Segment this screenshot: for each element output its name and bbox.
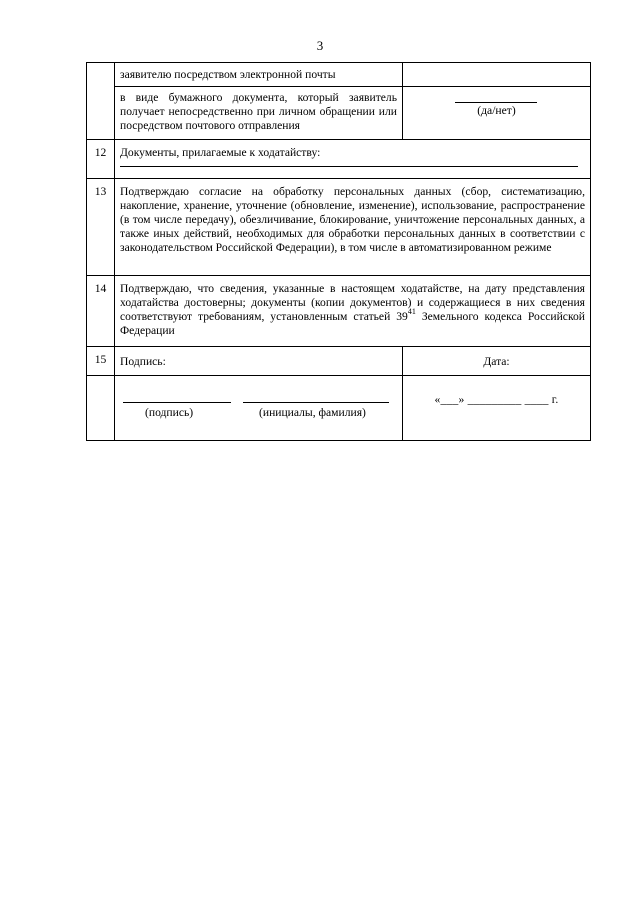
consent-cell (115, 179, 591, 276)
petition-form-table (86, 62, 591, 441)
row-number: 12 (87, 140, 115, 179)
initials-line[interactable] (243, 402, 389, 403)
confirmation-text: Подтверждаю, что сведения, указанные в настоящем ходатайстве, на дату представления ходатайства достоверны; документы (копии документов) и содержащиеся в них сведения соответствуют требованиям, установленным статьей $39^{41}$ Земельного кодекса Российской Федерации (120, 282, 585, 337)
date-field[interactable]: «___» _________ ____ г. (434, 393, 559, 406)
documents-fill-line (120, 162, 578, 167)
row-number: 13 (87, 179, 115, 276)
date-field-cell[interactable] (403, 376, 591, 441)
consent-text: Подтверждаю согласие на обработку персональных данных (сбор, систематизацию, накопление, хранение, уточнение (обновление, изменение), использование, распространение (в том числе передачу), обезличивание, блокирование, уничтожение персональных данных, а также иных действий, необходимых для обработки персональных данных в соответствии с законодательством Российской Федерации), в том числе в автоматизированном режиме (120, 185, 585, 254)
page-number: 3 (316, 38, 324, 53)
attached-documents-label: Документы, прилагаемые к ходатайству: (120, 146, 321, 159)
email-delivery-text: заявителю посредством электронной почты (120, 68, 336, 81)
row-number: 15 (87, 347, 115, 376)
row-15-signature-fields (87, 376, 591, 441)
email-delivery-answer[interactable] (403, 63, 591, 87)
attached-documents-cell[interactable] (115, 140, 591, 179)
row-paper-delivery (87, 87, 591, 140)
row-number-empty (87, 63, 115, 140)
article-superscript: 41 (407, 307, 416, 317)
row-number: 14 (87, 276, 115, 347)
signature-fields-cell[interactable] (115, 376, 403, 441)
date-label-cell (403, 347, 591, 376)
paper-delivery-text: в виде бумажного документа, который заявитель получает непосредственно при личном обращении или посредством почтового отправления (120, 91, 397, 132)
row-13-consent (87, 179, 591, 276)
confirmation-cell (115, 276, 591, 347)
signature-label: Подпись: (120, 355, 166, 368)
row-14-confirmation (87, 276, 591, 347)
row-15-signature-header (87, 347, 591, 376)
date-label: Дата: (483, 355, 510, 368)
signature-label-cell (115, 347, 403, 376)
yes-no-caption: (да/нет) (477, 104, 516, 117)
signature-line[interactable] (123, 402, 231, 403)
initials-caption: (инициалы, фамилия) (259, 406, 366, 419)
row-12-attached-documents (87, 140, 591, 179)
row-email-delivery (87, 63, 591, 87)
paper-delivery-cell (115, 87, 403, 140)
row-number-empty (87, 376, 115, 441)
email-delivery-cell (115, 63, 403, 87)
paper-delivery-answer[interactable] (403, 87, 591, 140)
signature-caption: (подпись) (145, 406, 194, 419)
answer-line (455, 102, 537, 103)
